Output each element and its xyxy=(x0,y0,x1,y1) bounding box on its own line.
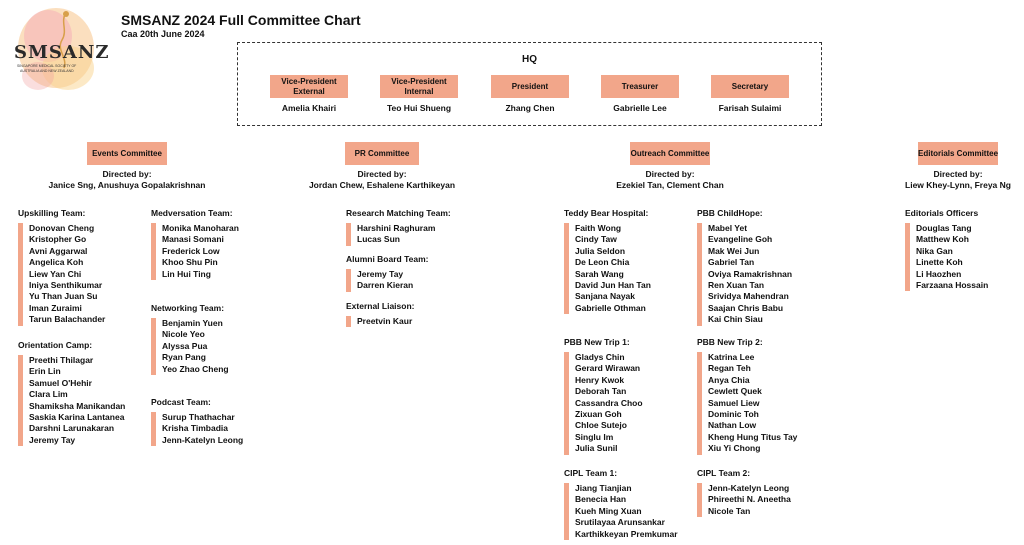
team-title: CIPL Team 2: xyxy=(697,468,751,478)
page-subtitle: Caa 20th June 2024 xyxy=(121,29,205,39)
role-holder: Amelia Khairi xyxy=(281,103,337,113)
role-box: President xyxy=(491,75,569,98)
team-member: Yeo Zhao Cheng xyxy=(162,363,229,374)
team-member: Ryan Pang xyxy=(162,352,206,363)
team-member: Liew Yan Chi xyxy=(29,268,82,279)
team-member: Sanjana Nayak xyxy=(575,291,636,302)
logo-tagline-1: SINGAPORE MEDICAL SOCIETY OF xyxy=(17,64,77,68)
hq-role-secretary xyxy=(695,75,805,113)
team-orientation-camp xyxy=(18,340,125,446)
member-list xyxy=(346,269,429,292)
team-research-matching xyxy=(346,208,451,246)
hq-role-treasurer xyxy=(585,75,695,113)
team-member: Kai Chin Siau xyxy=(708,314,763,325)
team-member: Harshini Raghuram xyxy=(357,223,436,233)
team-member: Preethi Thilagar xyxy=(29,355,94,365)
team-member: Samuel Liew xyxy=(708,397,760,408)
team-member: Khoo Shu Pin xyxy=(162,257,218,268)
member-list xyxy=(151,412,243,446)
directors: Liew Khey-Lynn, Freya Ng xyxy=(905,180,1011,190)
team-member: Regan Teh xyxy=(708,363,751,374)
role-holder: Teo Hui Shueng xyxy=(386,103,452,113)
team-member: Gerard Wirawan xyxy=(575,363,641,374)
smsanz-logo xyxy=(8,6,108,104)
team-member: Nika Gan xyxy=(916,245,953,256)
directed-label: Directed by: xyxy=(102,169,152,179)
team-member: De Leon Chia xyxy=(575,257,630,268)
team-member: Julia Seldon xyxy=(575,245,626,256)
team-member: David Jun Han Tan xyxy=(575,280,651,291)
team-member: Chloe Sutejo xyxy=(575,420,627,431)
team-member: Singlu Im xyxy=(575,431,614,442)
team-pbb-new-trip-1 xyxy=(564,337,643,455)
member-list xyxy=(151,223,239,280)
member-list xyxy=(564,483,678,540)
team-member: Frederick Low xyxy=(162,245,220,256)
member-list xyxy=(18,223,105,326)
hq-role-president xyxy=(475,75,585,113)
team-member: Kueh Ming Xuan xyxy=(575,505,642,516)
team-title: External Liaison: xyxy=(346,301,415,311)
team-member: Erin Lin xyxy=(29,366,61,377)
team-member: Monika Manoharan xyxy=(162,223,239,233)
team-member: Shamiksha Manikandan xyxy=(29,400,126,411)
member-list xyxy=(697,352,797,455)
team-member: Katrina Lee xyxy=(708,352,755,362)
team-member: Sarah Wang xyxy=(575,268,624,279)
team-cipl-2 xyxy=(697,468,791,517)
team-member: Anya Chia xyxy=(708,374,750,385)
team-member: Iniya Senthikumar xyxy=(29,280,103,291)
team-member: Cindy Taw xyxy=(575,234,617,245)
role-holder: Gabrielle Lee xyxy=(613,103,667,113)
team-title: Orientation Camp: xyxy=(18,340,93,350)
team-member: Gabriel Tan xyxy=(708,257,755,268)
outreach-committee xyxy=(594,142,746,191)
team-title: Alumni Board Team: xyxy=(346,254,429,264)
pr-committee xyxy=(296,142,468,191)
directors: Jordan Chew, Eshalene Karthikeyan xyxy=(308,180,456,190)
directed-label: Directed by: xyxy=(933,169,983,179)
editorials-committee xyxy=(884,142,1024,191)
team-member: Preetvin Kaur xyxy=(357,316,413,326)
member-list xyxy=(151,318,229,375)
team-medversation xyxy=(151,208,239,280)
team-member: Alyssa Pua xyxy=(162,340,208,351)
team-member: Jiang Tianjian xyxy=(575,483,632,493)
team-member: Saskia Karina Lantanea xyxy=(29,412,125,423)
team-member: Evangeline Goh xyxy=(708,234,773,245)
team-member: Cewlett Quek xyxy=(708,386,762,397)
team-cipl-1 xyxy=(564,468,678,540)
team-member: Oviya Ramakrishnan xyxy=(708,268,793,279)
team-title: Research Matching Team: xyxy=(346,208,451,218)
directed-label: Directed by: xyxy=(357,169,407,179)
team-member: Cassandra Choo xyxy=(575,397,643,408)
logo-wordmark: SMSANZ xyxy=(14,42,110,63)
team-upskilling xyxy=(18,208,105,326)
team-member: Li Haozhen xyxy=(916,268,962,279)
team-member: Samuel O'Hehir xyxy=(29,377,92,388)
member-list xyxy=(346,316,415,327)
team-podcast xyxy=(151,397,243,446)
team-member: Donovan Cheng xyxy=(29,223,95,233)
team-member: Matthew Koh xyxy=(916,234,969,245)
team-member: Mabel Yet xyxy=(708,223,748,233)
member-list xyxy=(564,223,651,314)
role-box: Treasurer xyxy=(601,75,679,98)
team-member: Nathan Low xyxy=(708,420,757,431)
team-member: Zixuan Goh xyxy=(575,409,622,420)
team-member: Nicole Tan xyxy=(708,505,751,516)
team-member: Darshni Larunakaran xyxy=(29,423,115,434)
team-member: Lin Hui Ting xyxy=(162,268,211,279)
team-member: Lucas Sun xyxy=(357,234,400,245)
team-networking xyxy=(151,303,229,375)
team-member: Srutilayaa Arunsankar xyxy=(575,517,665,528)
committee-box: Outreach Committee xyxy=(630,142,710,165)
directors: Janice Sng, Anushuya Gopalakrishnan xyxy=(48,180,206,190)
events-committee xyxy=(16,142,238,191)
team-member: Surup Thathachar xyxy=(162,412,235,422)
team-alumni-board xyxy=(346,254,429,292)
team-member: Kristopher Go xyxy=(29,234,87,245)
directors: Ezekiel Tan, Clement Chan xyxy=(616,180,724,190)
member-list xyxy=(564,352,643,455)
team-external-liaison xyxy=(346,301,415,327)
role-holder: Farisah Sulaimi xyxy=(718,103,782,113)
team-member: Julia Sunil xyxy=(575,443,618,454)
team-member: Dominic Toh xyxy=(708,409,759,420)
committee-box: PR Committee xyxy=(345,142,419,165)
role-box: Vice-President External xyxy=(270,75,348,98)
team-teddy-bear-hospital xyxy=(564,208,651,314)
team-member: Linette Koh xyxy=(916,257,963,268)
team-title: Podcast Team: xyxy=(151,397,211,407)
logo-tagline-2: AUSTRALIA AND NEW ZEALAND xyxy=(20,69,74,73)
member-list xyxy=(905,223,988,291)
team-member: Kheng Hung Titus Tay xyxy=(708,431,798,442)
team-member: Benecia Han xyxy=(575,494,627,505)
member-list xyxy=(697,483,791,517)
role-box: Vice-President Internal xyxy=(380,75,458,98)
team-member: Henry Kwok xyxy=(575,374,625,385)
team-member: Ren Xuan Tan xyxy=(708,280,765,291)
hq-role-vp-external xyxy=(254,75,364,113)
committee-box: Events Committee xyxy=(87,142,167,165)
team-member: Karthikkeyan Premkumar xyxy=(575,528,678,539)
team-member: Phireethi N. Aneetha xyxy=(708,494,791,505)
team-title: Teddy Bear Hospital: xyxy=(564,208,649,218)
hq-role-vp-internal xyxy=(364,75,474,113)
team-member: Krisha Timbadia xyxy=(162,423,228,434)
team-member: Saajan Chris Babu xyxy=(708,302,784,313)
team-editorials-officers xyxy=(905,208,988,291)
team-member: Deborah Tan xyxy=(575,386,627,397)
team-member: Benjamin Yuen xyxy=(162,318,223,328)
team-member: Jenn-Katelyn Leong xyxy=(708,483,790,493)
team-member: Nicole Yeo xyxy=(162,329,205,340)
team-member: Clara Lim xyxy=(29,389,68,400)
team-member: Avni Aggarwal xyxy=(29,245,88,256)
team-member: Manasi Somani xyxy=(162,234,224,245)
hq-title: HQ xyxy=(522,54,537,65)
role-holder: Zhang Chen xyxy=(505,103,555,113)
team-member: Faith Wong xyxy=(575,223,622,233)
team-member: Yu Than Juan Su xyxy=(29,291,98,302)
role-box: Secretary xyxy=(711,75,789,98)
team-title: Networking Team: xyxy=(151,303,225,313)
team-member: Xiu Yi Chong xyxy=(708,443,761,454)
team-title: Medversation Team: xyxy=(151,208,233,218)
team-title: Upskilling Team: xyxy=(18,208,86,218)
member-list xyxy=(18,355,125,446)
team-pbb-new-trip-2 xyxy=(697,337,797,455)
team-member: Angelica Koh xyxy=(29,257,84,268)
team-member: Gladys Chin xyxy=(575,352,625,362)
page-title: SMSANZ 2024 Full Committee Chart xyxy=(121,12,361,28)
team-title: CIPL Team 1: xyxy=(564,468,618,478)
directed-label: Directed by: xyxy=(645,169,695,179)
team-member: Douglas Tang xyxy=(916,223,972,233)
team-member: Gabrielle Othman xyxy=(575,302,646,313)
member-list xyxy=(346,223,451,246)
team-member: Darren Kieran xyxy=(357,280,414,291)
team-title: Editorials Officers xyxy=(905,208,979,218)
team-title: PBB New Trip 1: xyxy=(564,337,630,347)
team-pbb-childhope xyxy=(697,208,792,326)
team-member: Tarun Balachander xyxy=(29,314,106,325)
team-member: Iman Zuraimi xyxy=(29,302,82,313)
team-member: Srividya Mahendran xyxy=(708,291,789,302)
committee-box: Editorials Committee xyxy=(918,142,998,165)
hq-group xyxy=(237,42,822,126)
member-list xyxy=(697,223,792,326)
team-member: Farzaana Hossain xyxy=(916,280,989,291)
team-member: Jenn-Katelyn Leong xyxy=(162,434,244,445)
team-member: Jeremy Tay xyxy=(357,269,404,279)
team-title: PBB ChildHope: xyxy=(697,208,763,218)
team-member: Jeremy Tay xyxy=(29,434,76,445)
team-member: Mak Wei Jun xyxy=(708,245,760,256)
team-title: PBB New Trip 2: xyxy=(697,337,763,347)
